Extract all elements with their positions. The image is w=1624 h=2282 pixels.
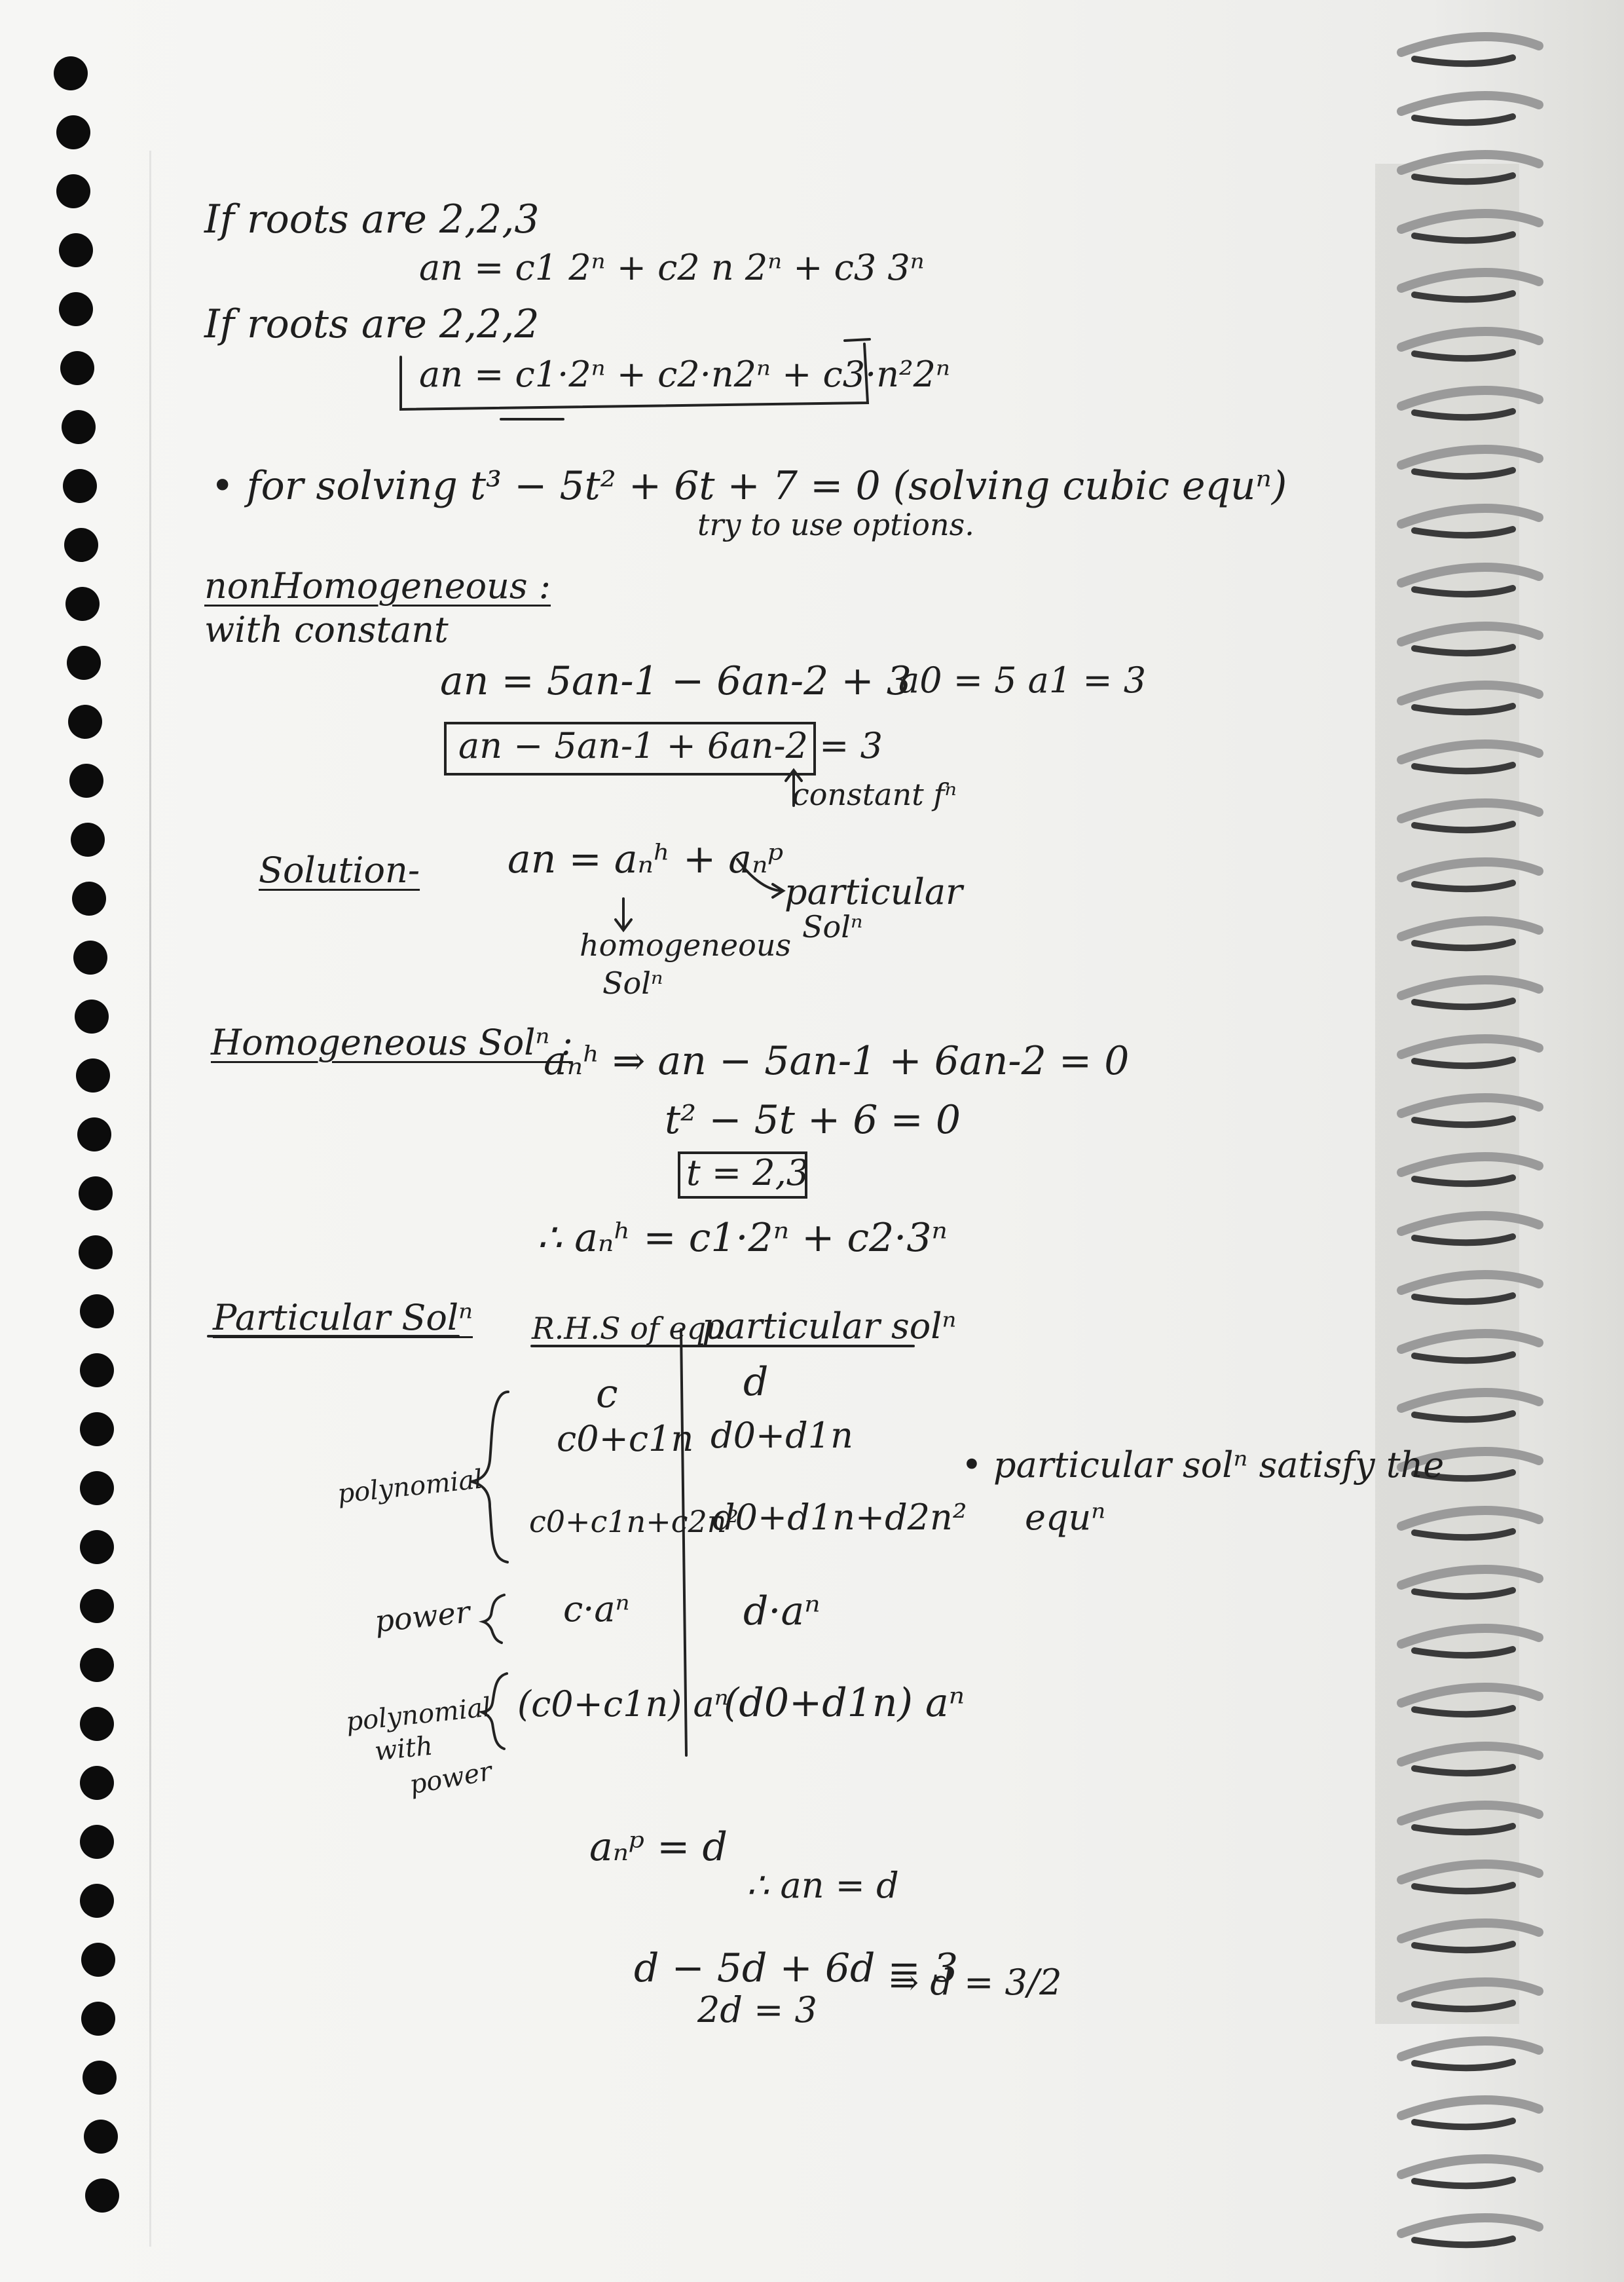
table-header-rhs: R.H.S of equ xyxy=(532,1311,726,1346)
roots-case1-formula: an = c1 2ⁿ + c2 n 2ⁿ + c3 3ⁿ xyxy=(419,247,925,288)
table-row-4-sol: d·aⁿ xyxy=(743,1588,821,1634)
homogeneous-step2: t² − 5t + 6 = 0 xyxy=(665,1097,961,1143)
table-row-2-sol: d0+d1n xyxy=(710,1415,853,1456)
table-row-1-sol: d xyxy=(743,1359,769,1405)
particular-label: particular xyxy=(784,871,963,912)
final-line3: d − 5d + 6d = 3 xyxy=(634,1945,958,1991)
table-header-particular: particular solⁿ xyxy=(702,1305,957,1347)
group-poly-power-1: polynomial xyxy=(344,1692,493,1738)
initial-conditions: a0 = 5 a1 = 3 xyxy=(898,660,1147,701)
final-line5: ⇒ d = 3/2 xyxy=(889,1962,1062,2003)
homogeneous-result: ∴ aₙʰ = c1·2ⁿ + c2·3ⁿ xyxy=(537,1215,948,1261)
constant-note: constant fⁿ xyxy=(792,777,957,812)
roots-boxed: t = 2,3 xyxy=(686,1152,809,1193)
final-line2: ∴ an = d xyxy=(747,1865,899,1906)
group-power: power xyxy=(373,1594,472,1639)
group-polynomial: polynomial xyxy=(336,1464,485,1510)
nonhomogeneous-heading: nonHomogeneous : xyxy=(204,565,551,607)
particular-sol-heading: Particular Solⁿ xyxy=(213,1297,473,1338)
roots-case2-formula: an = c1·2ⁿ + c2·n2ⁿ + c3·n²2ⁿ xyxy=(419,354,950,395)
solution-label: Solution- xyxy=(259,850,420,891)
table-row-3-sol: d0+d1n+d2n² xyxy=(712,1497,967,1538)
homogeneous-sol-label: Solⁿ xyxy=(602,965,663,1001)
table-row-5-sol: (d0+d1n) aⁿ xyxy=(724,1680,965,1726)
cubic-hint: try to use options. xyxy=(697,507,974,542)
table-row-1-rhs: c xyxy=(596,1371,618,1417)
table-row-2-rhs: c0+c1n xyxy=(557,1418,694,1459)
final-line1: aₙᵖ = d xyxy=(589,1824,728,1870)
table-row-5-rhs: (c0+c1n) aⁿ xyxy=(517,1683,729,1725)
homogeneous-sol-heading: Homogeneous Solⁿ : xyxy=(211,1022,573,1063)
table-row-4-rhs: c·aⁿ xyxy=(563,1588,630,1630)
particular-sol-label: Solⁿ xyxy=(802,909,863,945)
recurrence: an = 5an-1 − 6an-2 + 3 xyxy=(440,658,912,704)
group-poly-power-2: with xyxy=(373,1730,435,1767)
roots-case1-line: If roots are 2,2,3 xyxy=(204,196,540,242)
nonhomogeneous-subheading: with constant xyxy=(204,609,449,650)
side-note-2: equⁿ xyxy=(1025,1497,1106,1538)
homogeneous-step1: aₙʰ ⇒ an − 5an-1 + 6an-2 = 0 xyxy=(544,1038,1130,1084)
side-note-1: • particular solⁿ satisfy the xyxy=(961,1444,1445,1486)
boxed-recurrence: an − 5an-1 + 6an-2 = 3 xyxy=(458,725,883,766)
homogeneous-label: homogeneous xyxy=(580,927,792,963)
solution-formula: an = aₙʰ + aₙᵖ xyxy=(507,836,784,882)
table-row-3-rhs: c0+c1n+c2n² xyxy=(529,1504,739,1539)
cubic-line: • for solving t³ − 5t² + 6t + 7 = 0 (solving cubic equⁿ) xyxy=(211,463,1287,509)
final-line4: 2d = 3 xyxy=(697,1989,817,2030)
group-poly-power-3: power xyxy=(407,1756,494,1801)
roots-case2-line: If roots are 2,2,2 xyxy=(204,301,540,347)
